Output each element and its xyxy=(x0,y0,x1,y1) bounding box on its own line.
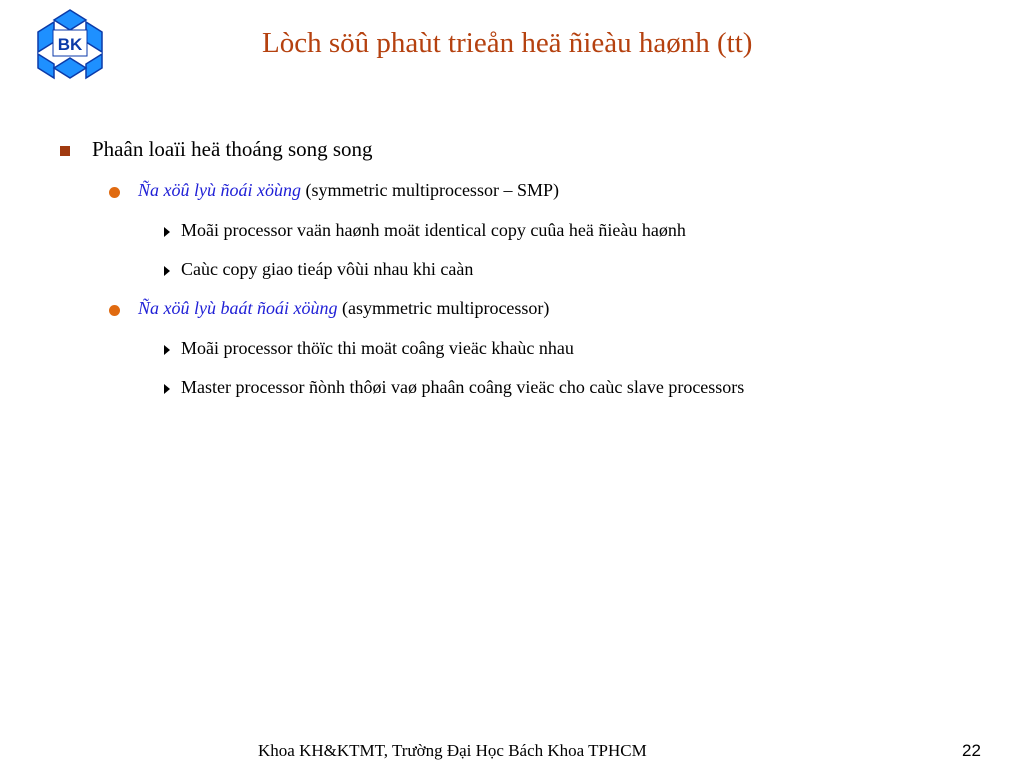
term-asymmetric: Ña xöû lyù baát ñoái xöùng xyxy=(138,298,338,318)
term-description: (symmetric multiprocessor – SMP) xyxy=(300,180,559,200)
circle-bullet-icon xyxy=(109,305,120,316)
term-symmetric: Ña xöû lyù ñoái xöùng xyxy=(138,180,301,200)
sub-sub-bullet: Master processor ñònh thôøi vaø phaân coâng vieäc cho caùc slave processors xyxy=(181,377,745,397)
triangle-bullet-icon xyxy=(164,266,170,276)
sub-sub-bullet: Caùc copy giao tieáp vôùi nhau khi caàn xyxy=(181,259,474,279)
sub-bullet xyxy=(138,180,559,202)
logo-text: BK xyxy=(57,35,83,54)
term-description: (asymmetric multiprocessor) xyxy=(337,298,550,318)
page-number: 22 xyxy=(962,741,981,760)
sub-sub-bullet: Moãi processor thöïc thi moät coâng vieäc khaùc nhau xyxy=(181,338,574,358)
circle-bullet-icon xyxy=(109,187,120,198)
bullet-text: Phaân loaïi heä thoáng song song xyxy=(92,137,373,161)
bk-logo xyxy=(30,8,110,80)
triangle-bullet-icon xyxy=(164,227,170,237)
slide-title: Lòch söû phaùt trieån heä ñieàu haønh (tt) xyxy=(262,27,753,59)
square-bullet-icon xyxy=(60,146,70,156)
sub-bullet xyxy=(138,298,549,320)
triangle-bullet-icon xyxy=(164,384,170,394)
triangle-bullet-icon xyxy=(164,345,170,355)
footer-text: Khoa KH&KTMT, Trường Đại Học Bách Khoa TPHCM xyxy=(258,741,647,760)
sub-sub-bullet: Moãi processor vaän haønh moät identical copy cuûa heä ñieàu haønh xyxy=(181,220,686,240)
